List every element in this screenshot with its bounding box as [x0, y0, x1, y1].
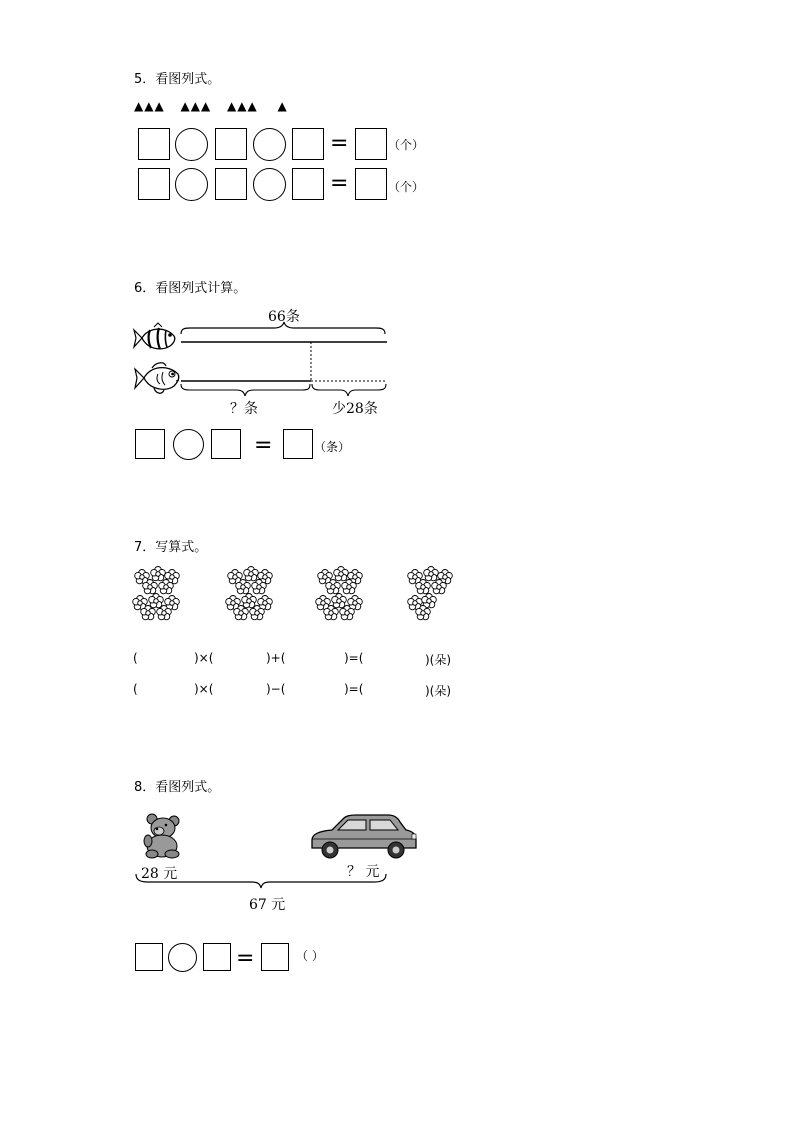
triangle-group: ▲▲▲ [134, 99, 165, 113]
answer-box[interactable] [292, 168, 324, 200]
paren-open: ( [133, 651, 138, 665]
minus-blank: )−( [266, 682, 286, 696]
car-icon [306, 812, 418, 862]
unit-label: （个） [388, 180, 425, 194]
triangle-group: ▲▲▲ [227, 99, 258, 113]
total-price-label: 67 元 [249, 897, 286, 913]
answer-box[interactable] [135, 429, 165, 459]
q8-title: 8．看图列式。 [134, 780, 221, 795]
less-fish-label: 少28条 [332, 401, 378, 417]
equals-sign: = [254, 433, 273, 458]
equals-sign: = [236, 946, 255, 971]
answer-box[interactable] [135, 943, 163, 971]
operator-circle[interactable] [253, 168, 286, 201]
flower-group [226, 567, 273, 620]
equals-blank: )=( [344, 651, 364, 665]
clownfish-icon [134, 323, 180, 353]
result-box[interactable] [355, 128, 387, 160]
result-box[interactable] [283, 429, 313, 459]
times-blank: )×( [194, 682, 214, 696]
car-price-label: ？ 元 [347, 864, 380, 880]
answer-box[interactable] [203, 943, 231, 971]
q6-title: 6．看图列式计算。 [134, 281, 247, 296]
bear-price-label: 28 元 [141, 866, 178, 882]
answer-box[interactable] [138, 128, 170, 160]
flower-groups [130, 563, 470, 627]
teddy-bear-icon [140, 813, 184, 859]
answer-box[interactable] [211, 429, 241, 459]
total-fish-label: 66条 [268, 309, 300, 325]
total-brace [181, 322, 385, 334]
flower-unit-blank: )(朵) [425, 653, 452, 667]
unit-label: （条） [314, 440, 351, 454]
answer-box[interactable] [138, 168, 170, 200]
flower-group [408, 567, 453, 620]
result-box[interactable] [355, 168, 387, 200]
equals-sign: = [330, 131, 349, 156]
operator-circle[interactable] [175, 128, 208, 161]
answer-box[interactable] [215, 128, 247, 160]
plus-blank: )+( [266, 651, 286, 665]
operator-circle[interactable] [175, 168, 208, 201]
flower-unit-blank: )(朵) [425, 684, 452, 698]
triangle-group: ▲▲▲ [180, 99, 212, 113]
unit-blank[interactable]: （ ） [296, 949, 324, 963]
q7-title: 7．写算式。 [134, 540, 208, 555]
triangle-row [134, 99, 288, 113]
segment-diagram [178, 320, 398, 400]
q5-title: 5．看图列式。 [134, 72, 221, 87]
answer-box[interactable] [215, 168, 247, 200]
operator-circle[interactable] [253, 128, 286, 161]
unknown-brace [181, 384, 310, 396]
unknown-fish-label: ？条 [230, 401, 258, 417]
flower-group [316, 567, 363, 620]
unit-label: （个） [388, 138, 425, 152]
result-box[interactable] [261, 943, 289, 971]
less-brace [312, 384, 386, 396]
equals-blank: )=( [344, 682, 364, 696]
operator-circle[interactable] [168, 943, 197, 972]
paren-open: ( [133, 682, 138, 696]
times-blank: )×( [194, 651, 214, 665]
equals-sign: = [330, 171, 349, 196]
flower-group [133, 567, 180, 620]
operator-circle[interactable] [173, 429, 204, 460]
fish-icon [134, 360, 182, 396]
answer-box[interactable] [292, 128, 324, 160]
total-brace [134, 872, 394, 892]
triangle-group: ▲ [277, 99, 288, 113]
